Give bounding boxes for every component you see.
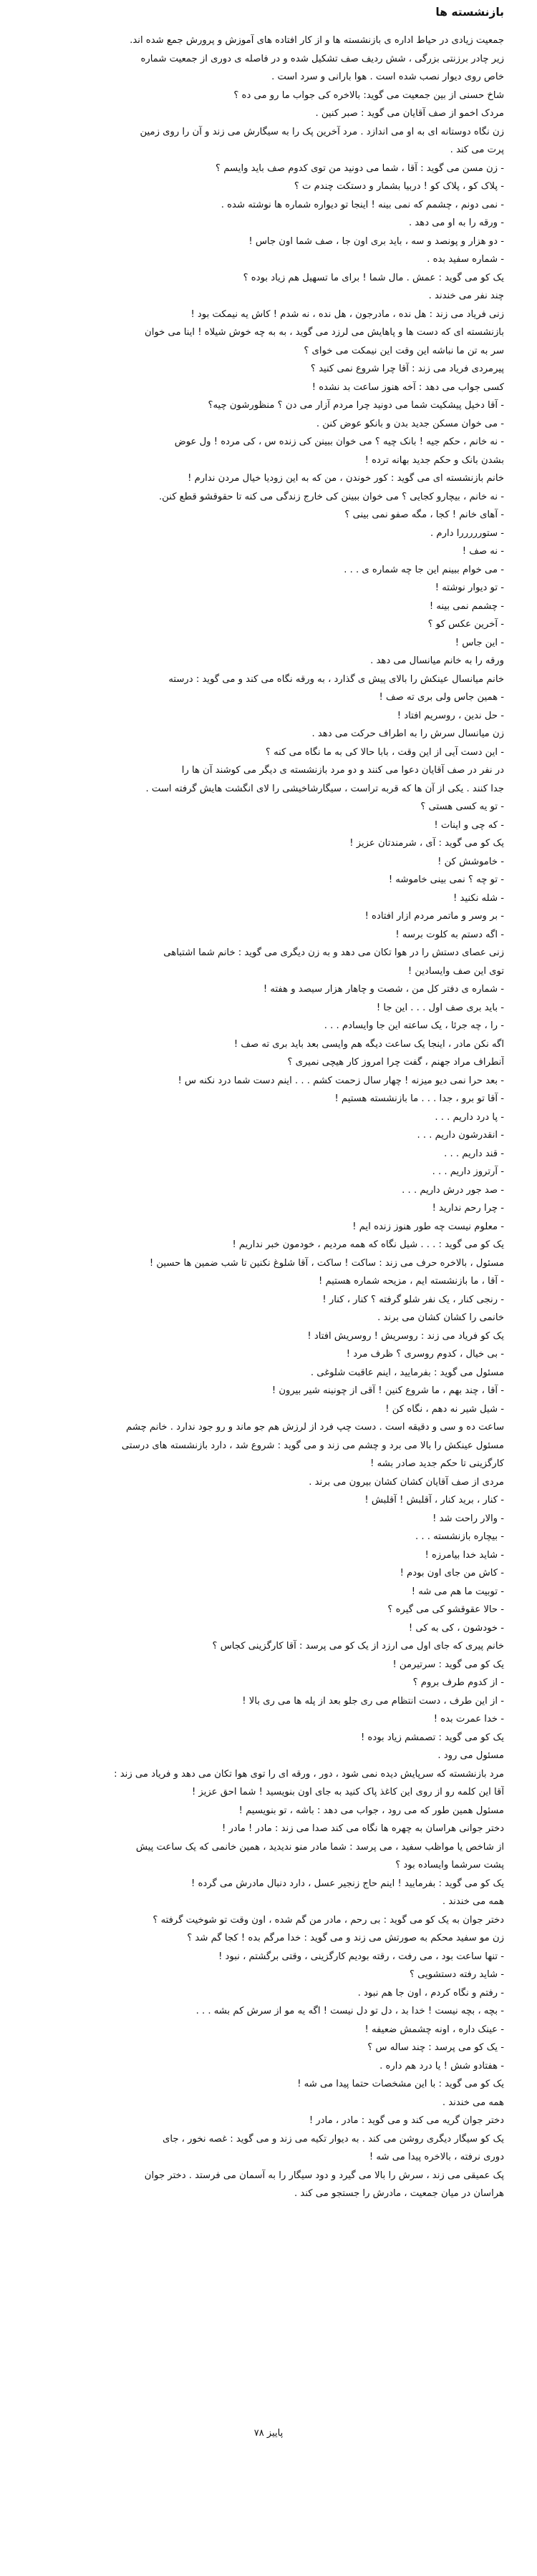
story-body xyxy=(16,31,504,2203)
text-line: - خاموشش کن ! xyxy=(437,856,504,867)
text-line: هراسان در میان جمعیت ، مادرش را جستجو می کند . xyxy=(294,2188,504,2199)
text-line: - دو هزار و پونصد و سه ، باید بری اون جا ، صف شما اون جاس ! xyxy=(248,235,504,247)
text-line: - تو دیوار نوشته ! xyxy=(435,582,504,593)
text-line: - نه خانم ، بیچارو کجایی ؟ می خوان ببینن کی خارج زندگی می کنه تا حقوقشو قطع کنن. xyxy=(158,491,504,502)
text-line: - آرتروز داریم . . . xyxy=(432,1166,504,1177)
text-line: - آقا ، چند بهم ، ما شروع کنین ! آقی از چونینه شیر بیرون ! xyxy=(271,1385,504,1396)
text-line: یک کو می گوید : عمش . مال شما ! برای ما تسهیل هم زیاد بوده ؟ xyxy=(243,272,504,283)
text-line: زنی فریاد می زند : هل نده ، مادرجون ، هل نده ، نه شدم ! کاش یه نیمکت بود ! xyxy=(190,308,504,320)
text-line: - قند داریم . . . xyxy=(444,1148,504,1159)
text-line: - نه صف ! xyxy=(462,546,504,557)
text-line: - همین جاس ولی بری ته صف ! xyxy=(379,692,504,703)
text-line: - شاید خدا بیامرزه ! xyxy=(425,1549,504,1561)
text-line: آنطراف مراد جهنم ، گفت چرا امروز کار هیچی نمیری ؟ xyxy=(287,1057,504,1068)
text-line: - از کدوم طرف بروم ؟ xyxy=(412,1677,504,1688)
text-line: مسئول می رود . xyxy=(437,1750,504,1761)
text-line: - انقدرشون داریم . . . xyxy=(417,1130,504,1141)
text-line: - بر وسر و ماتمر مردم ازار افتاده ! xyxy=(364,911,504,922)
text-line: - نه خانم ، حکم جیه ! بانک چیه ؟ می خوان ببینن کی زنده س ، کی مرده ! ول عوض xyxy=(174,436,504,447)
text-line: مردی از صف آقایان کشان کشان بیرون می برند . xyxy=(309,1476,504,1488)
text-line: پشت سرشما وایساده بود ؟ xyxy=(395,1860,504,1870)
text-line: - که چی و اینات ! xyxy=(434,819,504,831)
text-line: یک کو می گوید : بفرمایید ! اینم حاج زنجیر عسل ، دارد دنبال مادرش می گرده ! xyxy=(190,1878,504,1889)
text-line: یک کو می گوید : . . . شیل نگاه که همه مردیم ، خودمون خبر نداریم ! xyxy=(232,1239,504,1250)
text-line: - شاید رفته دستشویی ؟ xyxy=(409,1969,504,1980)
text-line: خاص روی دیوار نصب شده است . هوا بارانی و سرد است . xyxy=(271,72,504,82)
text-line: یک کو می گوید : سرتیرمن ! xyxy=(392,1659,504,1670)
text-line: - بی خیال ، کدوم روسری ؟ ظرف مرد ! xyxy=(346,1349,504,1360)
text-line: - هفتادو شش ! یا درد هم داره . xyxy=(379,2060,504,2072)
text-line: - چرا رحم ندارید ! xyxy=(432,1203,504,1214)
text-line: از شاخص یا مواظب سفید ، می پرسد : شما مادر منو ندیدید ، همین خانمی که یک ساعت پیش xyxy=(135,1841,504,1853)
text-line: - کنار ، برید کنار ، آقلبش ! آقلبش ! xyxy=(364,1495,504,1506)
text-line: جمعیت زیادی در حیاط اداره ی بازنشسته ها و از کار افتاده های آموزش و پرورش جمع شده اند. xyxy=(130,35,504,46)
document-title: بازنشسته ها xyxy=(435,6,504,19)
text-line: زن نگاه دوستانه ای به او می اندازد . مرد آخرین پک را به سیگارش می زند و آن را روی زمین xyxy=(140,126,504,137)
text-line: - عینک داره ، اونه چشمش ضعیفه ! xyxy=(364,2024,504,2035)
text-line: - پا درد داریم . . . xyxy=(435,1111,504,1123)
text-line: - شماره سفید بده . xyxy=(427,254,504,265)
text-line: - یک کو می پرسد : چند ساله س ؟ xyxy=(367,2042,504,2053)
text-line: - کاش من جای اون بودم ! xyxy=(400,1568,504,1579)
text-line: شاخ حسنی از بین جمعیت می گوید: بالاخره کی جواب ما رو می ده ؟ xyxy=(233,89,504,101)
text-line: زن مو سفید محکم به صورتش می زند و می گوید : خدا مرگم بده ! کجا گم شد ؟ xyxy=(187,1933,504,1943)
text-line: دختر جوان به یک کو می گوید : بی رحم ، مادر من گم شده ، اون وقت تو شوخیت گرفته ؟ xyxy=(153,1914,504,1926)
text-line: یک کو می گوید : با این مشخصات حتما پیدا می شه ! xyxy=(297,2079,504,2089)
text-line: - صد جور درش داریم . . . xyxy=(402,1184,504,1196)
text-line: پک عمیقی می زند ، سرش را بالا می گیرد و دود سیگار را به آسمان می فرستد . دختر جوان xyxy=(144,2170,504,2181)
text-line: - این دست آیی از این وقت ، بابا حالا کی به ما نگاه می کنه ؟ xyxy=(265,746,504,758)
text-line: - بیچاره بازنشسته . . . xyxy=(415,1531,504,1542)
text-line: - تو چه ؟ نمی بینی خاموشه ! xyxy=(388,874,504,885)
text-line: سر به تن ما نباشه این وقت این نیمکت می خوای ؟ xyxy=(304,345,504,356)
text-line: - والار راحت شد ! xyxy=(432,1513,504,1524)
text-line: کارگزینی تا حکم جدید صادر بشه ! xyxy=(370,1458,504,1469)
text-line: - خدا عمرت بده ! xyxy=(433,1714,504,1724)
text-line: - آقا دخیل پیشکیت شما می دونید چرا مردم آزار می دن ؟ منظورشون چیه؟ xyxy=(208,400,504,411)
text-line: - را ، چه جرئا ، یک ساعته این جا وایسادم . . . xyxy=(324,1020,504,1031)
text-line: - آخرین عکس کو ؟ xyxy=(427,619,504,630)
text-line: - زن مسن می گوید : آقا ، شما می دونید من توی کدوم صف باید وایسم ؟ xyxy=(216,162,504,174)
text-line: مسئول می گوید : بفرمایید ، اینم عاقبت شلوغی . xyxy=(310,1367,504,1378)
text-line: یک کو می گوید : آی ، شرمندتان عزیز ! xyxy=(349,838,504,849)
text-line: - شیل شیر نه دهم ، نگاه کن ! xyxy=(385,1403,504,1415)
text-line: - شله نکنید ! xyxy=(453,892,504,904)
text-line: یک کو فریاد می زند : روسریش ! روسریش افتاد ! xyxy=(307,1330,504,1342)
text-line: - بعد حرا نمی دیو میزنه ! چهار سال زحمت کشم . . . اینم دست شما درد نکنه س ! xyxy=(178,1075,504,1086)
text-line: - تو یه کسی هستی ؟ xyxy=(420,801,504,812)
text-line: - باید بری صف اول . . . این جا ! xyxy=(376,1002,504,1013)
text-line: پیرمردی فریاد می زند : آقا چرا شروع نمی کنید ؟ xyxy=(310,364,504,374)
text-line: - چشمم نمی بینه ! xyxy=(429,600,504,612)
text-line: - می خوام ببینم این جا چه شماره ی . . . xyxy=(344,564,504,575)
text-line: اگه نکن مادر ، اینجا یک ساعت دیگه هم وایسی بعد باید بری ته صف ! xyxy=(233,1038,504,1050)
text-line: - آقا تو برو ، جدا . . . ما بازنشسته هستیم ! xyxy=(334,1093,504,1104)
text-line: توی این صف وایسادین ! xyxy=(407,965,504,977)
text-line: - اگه دستم به کلوت برسه ! xyxy=(395,929,504,940)
text-line: مسئول عینکش را بالا می برد و چشم می زند و می گوید : شروع شد ، دارد بازنشسته های درستی xyxy=(121,1440,504,1451)
text-line: - بچه ، بچه نیست ! خدا بد ، دل تو دل نیست ! اگه یه مو از سرش کم بشه . . . xyxy=(195,2006,504,2016)
text-line: - رفتم و نگاه کردم ، اون جا هم نبود . xyxy=(357,1987,504,1999)
text-line: - ستورررررا دارم . xyxy=(430,527,504,539)
text-line: خانم میانسال عینکش را بالای پیش ی گذارد ، به ورقه نگاه می کند و می گوید : درسته xyxy=(168,673,504,685)
text-line: همه می خندند . xyxy=(442,1896,504,1907)
text-line: - حل ندین ، روسریم افتاد ! xyxy=(397,710,504,721)
text-line: - معلوم نیست چه طور هنوز زنده ایم ! xyxy=(352,1221,504,1232)
text-line: یک کو می گوید : تصمشم زیاد بوده ! xyxy=(360,1732,504,1743)
text-line: - از این طرف ، دست انتظام می ری جلو بعد از پله ها می ری بالا ! xyxy=(242,1695,504,1707)
text-line: - حالا عقوقشو کی می گیره ؟ xyxy=(387,1604,504,1615)
text-line: بشدن بانک و حکم جدید بهانه ترده ! xyxy=(364,454,504,466)
text-line: جدا کنند . یکی از آن ها که قربه تراست ، سیگارشاخیشی را لای انگشت هایش گرفته است . xyxy=(145,783,504,794)
text-line: همه می خندند . xyxy=(442,2097,504,2108)
text-line: - پلاک کو ، پلاک کو ! دربیا بشمار و دستکت چندم ت ؟ xyxy=(294,181,504,192)
text-line: دوری نرفته ، بالاخره پیدا می شه ! xyxy=(369,2152,504,2162)
text-line: مردک اخمو از صف آقایان می گوید : صبر کنین . xyxy=(315,108,504,119)
text-line: پرت می کند . xyxy=(450,145,504,155)
text-line: دختر جوانی هراسان به چهره ها نگاه می کند صدا می زند : مادر ! مادر ! xyxy=(222,1823,504,1834)
footer-date: پاییز ۷۸ xyxy=(253,2428,284,2439)
text-line: - نمی دونم ، چشمم که نمی بینه ! اینجا تو دیواره شماره ها نوشته شده . xyxy=(221,199,504,210)
text-line: زنی عصای دستش را در هوا تکان می دهد و به زن دیگری می گوید : خانم شما اشتباهی xyxy=(163,947,504,958)
text-line: یک کو سیگار دیگری روشن می کند . به دیوار تکیه می زند و می گوید : غصه نخور ، جای xyxy=(163,2133,504,2145)
text-line: زیر چادر برزنتی بزرگی ، شش ردیف صف تشکیل شده و در فاصله ی دوری از جمعیت شماره xyxy=(140,53,504,64)
text-line: - آهای خانم ! کجا ، مگه صفو نمی بینی ؟ xyxy=(344,509,504,520)
text-line: ساعت ده و سی و دقیقه است . دست چپ فرد از لرزش هم جو ماند و رو جود ندارد . خانم چشم xyxy=(126,1422,504,1433)
text-line: دختر جوان گریه می کند و می گوید : مادر ، مادر ! xyxy=(309,2115,504,2126)
text-line: خانم بازنشسته ای می گوید : کور خوندن ، من که به این زودیا خیال مردن ندارم ! xyxy=(188,473,504,484)
text-line: خانم پیری که جای اول می ارزد از یک کو می پرسد : آقا کارگزینی کجاس ؟ xyxy=(212,1641,504,1652)
text-line: کسی جواب می دهد : آخه هنوز ساعت بد نشده ! xyxy=(311,381,504,393)
text-line: - می خوان مسکن جدید بدن و بانکو عوض کنن . xyxy=(316,418,504,429)
text-line: در نفر در صف آقایان دعوا می کنند و دو مرد بازنشسته ی دیگر می کوشند آن ها را xyxy=(181,765,504,776)
text-line: مرد بازنشسته که سرپایش دیده نمی شود ، دور ، ورقه ای را توی هوا تکان می دهد و فریاد می زند : xyxy=(114,1768,504,1780)
text-line: - توبیت ما هم می شه ! xyxy=(411,1586,504,1597)
text-line: - تنها ساعت بود ، می رفت ، رقته بودیم کارگزینی ، وقتی برگشتم ، نبود ! xyxy=(218,1951,504,1962)
text-line: بازنشسته ای که دست ها و پاهایش می لرزد می گوید ، به به چه خوش شیلاه ! اینا می خوان xyxy=(145,327,504,338)
text-line: آقا این کلمه رو از روی این کاغذ پاک کنید به جای اون بنویسید ! شما احق عزیز ! xyxy=(191,1787,504,1797)
text-line: - ورقه را به او می دهد . xyxy=(408,218,504,228)
text-line: - خودشون ، کی به کی ! xyxy=(408,1622,504,1634)
text-line: - رنجی کنار ، یک نفر شلو گرفته ؟ کنار ، کنار ! xyxy=(322,1294,504,1305)
text-line: خانمی را کشان کشان می برند . xyxy=(377,1312,504,1323)
text-line: چند نفر می خندند . xyxy=(428,291,504,301)
text-line: - این جاس ! xyxy=(455,637,504,648)
text-line: مسئول همین طور که می رود ، جواب می دهد : باشه ، تو بنویسیم ! xyxy=(238,1805,504,1816)
text-line: زن میانسال سرش را به اطراف حرکت می دهد . xyxy=(311,728,504,739)
text-line: - آقا ، ما بازنشسته ایم ، مزیحه شماره هستیم ! xyxy=(319,1276,504,1287)
text-line: - شماره ی دفتر کل من ، شصت و چاهار هزار سیصد و هفته ! xyxy=(263,984,504,995)
text-line: مسئول ، بالاخره حرف می زند : ساکت ! ساکت ، آقا شلوغ نکنین تا شب ضمین ها حسین ! xyxy=(149,1257,504,1269)
text-line: ورقه را به خانم میانسال می دهد . xyxy=(370,655,504,666)
